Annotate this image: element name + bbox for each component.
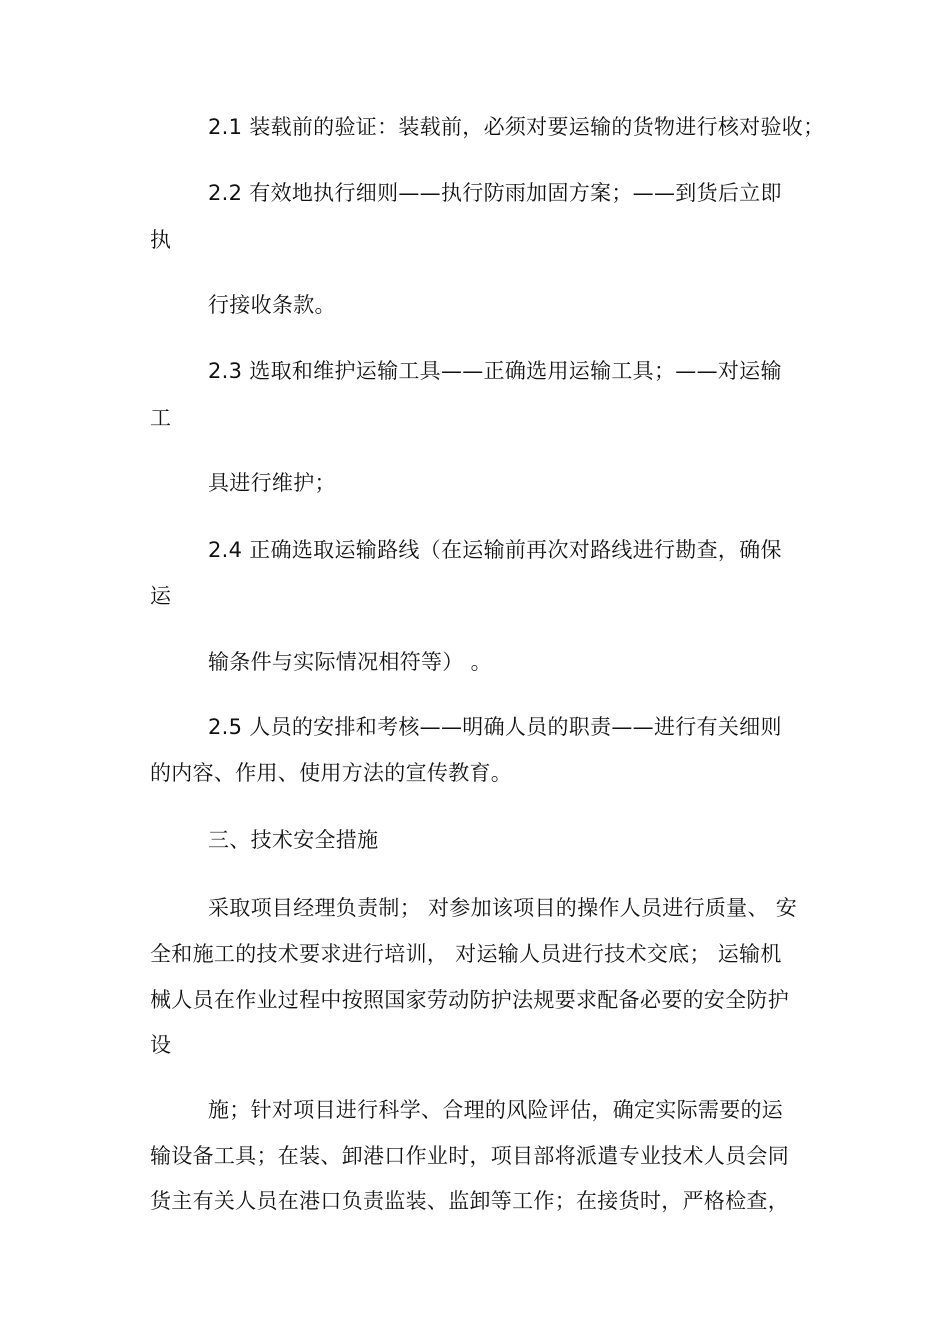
- text-line: 采取项目经理负责制； 对参加该项目的操作人员进行质量、 安: [208, 896, 798, 920]
- text-line: 2.3 选取和维护运输工具——正确选用运输工具；——对运输: [208, 359, 782, 383]
- text-line: 2.5 人员的安排和考核——明确人员的职责——进行有关细则: [208, 715, 782, 739]
- section-heading: 三、技术安全措施: [208, 828, 379, 852]
- text-line: 2.2 有效地执行细则——执行防雨加固方案；——到货后立即: [208, 181, 782, 205]
- text-line: 运: [150, 584, 172, 608]
- text-line: 工: [150, 406, 172, 430]
- text-line: 行接收条款。: [208, 293, 336, 317]
- text-line: 货主有关人员在港口负责监装、监卸等工作；在接货时，严格检查，: [150, 1189, 789, 1213]
- text-line: 具进行维护；: [208, 471, 336, 495]
- text-line: 输设备工具；在装、卸港口作业时，项目部将派遣专业技术人员会同: [150, 1144, 789, 1168]
- text-line: 输条件与实际情况相符等） 。: [208, 650, 492, 674]
- text-line: 执: [150, 228, 172, 252]
- text-line: 2.4 正确选取运输路线（在运输前再次对路线进行勘查，确保: [208, 538, 782, 562]
- text-line: 施；针对项目进行科学、合理的风险评估，确定实际需要的运: [208, 1098, 784, 1122]
- text-line: 2.1 装载前的验证：装载前，必须对要运输的货物进行核对验收；: [208, 115, 825, 139]
- text-line: 械人员在作业过程中按照国家劳动防护法规要求配备必要的安全防护: [150, 988, 789, 1012]
- text-line: 设: [150, 1033, 172, 1057]
- text-line: 的内容、作用、使用方法的宣传教育。: [150, 761, 513, 785]
- text-line: 全和施工的技术要求进行培训， 对运输人员进行技术交底； 运输机: [150, 942, 782, 966]
